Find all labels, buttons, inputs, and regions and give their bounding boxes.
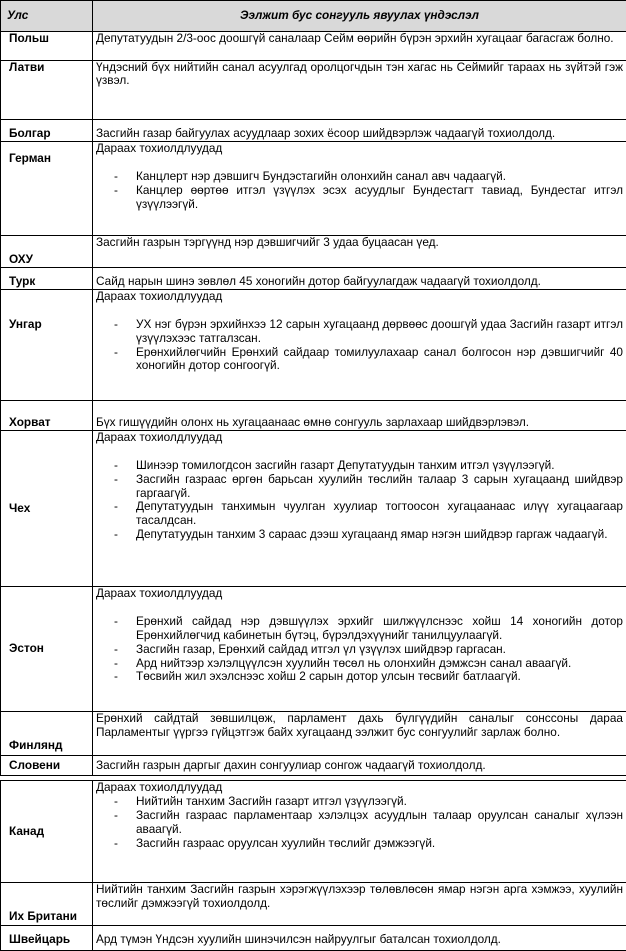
table-row (1, 755, 626, 775)
condition-list (96, 170, 623, 211)
table-row (1, 431, 626, 587)
intro-text: Дараах тохиолдлуудад (96, 430, 223, 445)
condition-list (96, 615, 623, 684)
list-item: - Ерөнхий сайдад нэр дэвшүүлэх эрхийг шилжүүлснээс хойш 14 хоногийн дотор Ерөнхийлөгчид кабинетын бүтэц, бүрэлдэхүүнийг танилцуулаагүй. (136, 615, 623, 643)
description-cell: Засгийн газрын тэргүүнд нэр дэвшигчийг 3 удаа буцаасан үед. (93, 236, 626, 268)
list-item: - Шинээр томилогдсон засгийн газарт Депутатуудын танхим итгэл үзүүлээгүй. (136, 459, 623, 473)
table-row (1, 781, 626, 883)
list-item: - Засгийн газар, Ерөнхий сайдад итгэл үл үзүүлэх шийдвэр гаргасан. (136, 643, 623, 657)
intro-text: Дараах тохиолдлуудад (96, 289, 223, 304)
list-item: - Нийтийн танхим Засгийн газарт итгэл үзүүлээгүй. (136, 795, 623, 809)
list-item: - Депутатуудын танхим 3 сараас дээш хугацаанд ямар нэгэн шийдвэр гаргаж чадаагүй. (136, 528, 623, 542)
table-header-row (1, 1, 626, 32)
header-country: Улс (1, 1, 93, 32)
table-row (1, 60, 626, 119)
list-item: - Төсвийн жил эхэлснээс хойш 2 сарын дотор улсын төсвийг батлаагүй. (136, 670, 623, 684)
description-cell: Ерөнхий сайдтай зөвшилцөж, парламент дахь бүлгүүдийн саналыг сонссоны дараа Парламентыг үүргээ гүйцэтгэж байх хугацаанд ээлжит бус сонгуулийг зарлаж болно. (93, 711, 626, 755)
condition-list (96, 318, 623, 373)
table-row (1, 711, 626, 755)
table-row (1, 926, 626, 951)
description-cell (93, 781, 626, 883)
description-cell: Засгийн газар байгуулах асуудлаар зохих ёсоор шийдвэрлэж чадаагүй тохиолдолд. (93, 119, 626, 141)
list-item: - УХ нэг бүрэн эрхийнхээ 12 сарын хугацаанд дөрвөөс доошгүй удаа Засгийн газарт итгэл үзүүлэхээс татгалзсан. (136, 318, 623, 346)
country-cell: Канад (1, 781, 93, 883)
country-cell: Польш (1, 32, 93, 61)
description-cell: Ард түмэн Үндсэн хуулийн шинэчилсэн найруулгыг баталсан тохиолдолд. (93, 926, 626, 951)
country-cell: Их Британи (1, 883, 93, 926)
description-cell (93, 290, 626, 400)
country-cell: Эстон (1, 587, 93, 712)
table-row (1, 32, 626, 61)
description-cell: Сайд нарын шинэ зөвлөл 45 хоногийн дотор байгуулагдаж чадаагүй тохиолдолд. (93, 267, 626, 289)
country-cell: Чех (1, 431, 93, 587)
list-item: - Засгийн газраас оруулсан хуулийн төслийг дэмжээгүй. (136, 837, 623, 851)
country-cell: Турк (1, 267, 93, 289)
list-item: - Депутатуудын танхимын чуулган хуулиар тогтоосон хугацаанаас илүү хугацаагаар тасалдсан. (136, 500, 623, 528)
country-cell: Болгар (1, 119, 93, 141)
description-cell: Бүх гишүүдийн олонх нь хугацаанаас өмнө сонгууль зарлахаар шийдвэрлэвэл. (93, 400, 626, 431)
country-cell: ОХУ (1, 236, 93, 268)
country-cell: Словени (1, 755, 93, 775)
table-row (1, 236, 626, 268)
list-item: - Канцлер өөртөө итгэл үзүүлэх эсэх асуудлыг Бундестагт тавиад, Бундестаг итгэл үзүүлээгүй. (136, 184, 623, 212)
list-item: - Засгийн газраас өргөн барьсан хуулийн төслийн талаар 3 сарын хугацаанд шийдвэр гаргаагүй. (136, 473, 623, 501)
description-cell (93, 431, 626, 587)
table-row (1, 587, 626, 712)
header-basis: Ээлжит бус сонгууль явуулах үндэслэл (93, 1, 626, 32)
list-item: - Ерөнхийлөгчийн Ерөнхий сайдаар томилуулахаар санал болгосон нэр дэвшигчийг 40 хоногийн дотор сонгоогүй. (136, 346, 623, 374)
table-row (1, 142, 626, 236)
country-cell: Швейцарь (1, 926, 93, 951)
description-cell: Үндэсний бүх нийтийн санал асуулгад оролцогчдын тэн хагас нь Сеймийг тараах нь зүйтэй гэж үзвэл. (93, 60, 626, 119)
list-item: - Ард нийтээр хэлэлцүүлсэн хуулийн төсөл нь олонхийн дэмжсэн санал аваагүй. (136, 657, 623, 671)
table-row (1, 290, 626, 400)
table-row (1, 119, 626, 141)
description-cell: Засгийн газрын даргыг дахин сонгуулиар сонгож чадаагүй тохиолдолд. (93, 755, 626, 775)
table-row (1, 267, 626, 289)
country-cell: Хорват (1, 400, 93, 431)
intro-text: Дараах тохиолдлуудад (96, 586, 223, 601)
country-cell: Герман (1, 142, 93, 236)
country-cell: Финлянд (1, 711, 93, 755)
condition-list (96, 459, 623, 542)
table-row (1, 883, 626, 926)
list-item: - Канцлерт нэр дэвшигч Бундэстагийн олонхийн санал авч чадаагүй. (136, 170, 623, 184)
country-cell: Латви (1, 60, 93, 119)
condition-list (96, 795, 623, 850)
description-cell (93, 142, 626, 236)
table-row (1, 400, 626, 431)
description-cell: Депутатуудын 2/3-оос доошгүй саналаар Сейм өөрийн бүрэн эрхийн хугацааг багасгаж болно. (93, 32, 626, 61)
description-cell (93, 587, 626, 712)
list-item: - Засгийн газраас парламентаар хэлэлцэх асуудлын талаар оруулсан саналыг хүлээн аваагүй. (136, 809, 623, 837)
intro-text: Дараах тохиолдлуудад (96, 141, 223, 156)
intro-text: Дараах тохиолдлуудад (96, 780, 223, 795)
description-cell: Нийтийн танхим Засгийн газрын хэрэгжүүлэхээр төлөвлөсөн ямар нэгэн арга хэмжээ, хуулийн төслийг дэмжээгүй тохиолдолд. (93, 883, 626, 926)
country-cell: Унгар (1, 290, 93, 400)
